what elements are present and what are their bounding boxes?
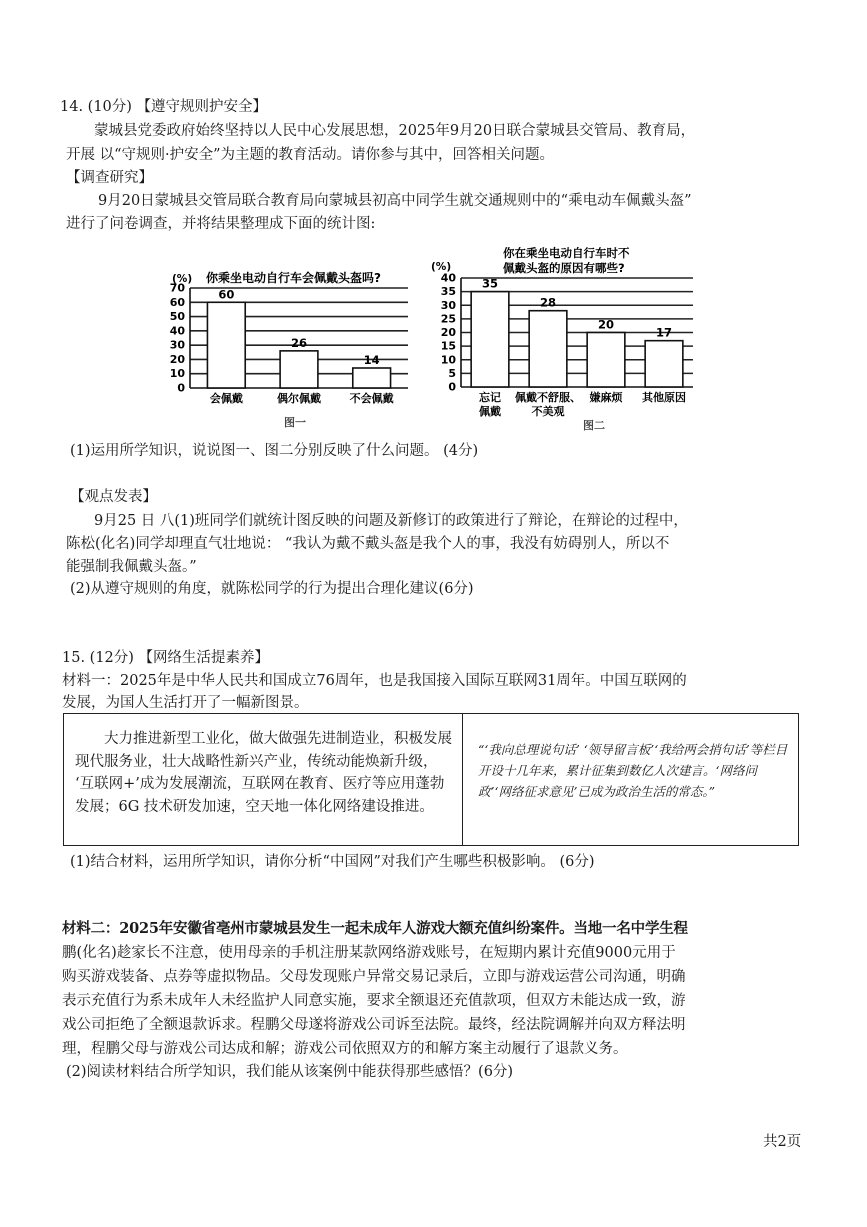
q15-material2-line4: 表示充值行为系未成年人未经监护人同意实施，要求全额退还充值款项，但双方未能达成一致，游: [62, 993, 686, 1009]
chart-figure-1: [160, 262, 420, 432]
bar: [207, 302, 245, 388]
q15-material2-line2: 鹏(化名)趁家长不注意，使用母亲的手机注册某款网络游戏账号，在短期内累计充值9000元用于: [62, 945, 676, 961]
category-label: 嫌麻烦: [589, 391, 623, 404]
q14-survey-line1: 9月20日蒙城县交管局联合教育局向蒙城县初高中同学生就交通规则中的“乘电动车佩戴头盔”: [98, 193, 692, 209]
category-label: 忘记: [479, 391, 501, 404]
bar-value-label: 35: [481, 276, 499, 291]
y-tick-label: 60: [169, 295, 185, 309]
bar-value-label: 14: [363, 353, 380, 367]
bar: [353, 368, 391, 388]
chart-caption: 图二: [583, 419, 605, 432]
q15-heading: 15. (12分) 【网络生活提素养】: [62, 650, 270, 666]
y-tick-label: 0: [177, 381, 185, 395]
bar: [280, 351, 318, 388]
category-label: 佩戴不舒服、: [515, 391, 581, 404]
bar: [587, 333, 625, 388]
y-axis-label: (%): [172, 273, 193, 285]
bar-value-label: 20: [597, 317, 615, 332]
q15-material2-line1: 材料二：2025年安徽省亳州市蒙城县发生一起未成年人游戏大额充值纠纷案件。当地一名中学生程: [62, 920, 688, 937]
chart-title-line1: 你在乘坐电动自行车时不: [503, 246, 630, 260]
category-label: 不会佩戴: [349, 392, 394, 405]
chart-figure-2: [425, 240, 710, 432]
y-tick-label: 5: [448, 366, 456, 380]
category-label: 其他原因: [642, 391, 686, 404]
q14-intro-line1: 蒙城县党委政府始终坚持以人民中心发展思想，2025年9月20日联合蒙城县交管局、教育局，: [94, 123, 696, 139]
y-tick-label: 30: [440, 298, 456, 312]
q14-opinion-line2: 陈松(化名)同学却理直气壮地说： “我认为戴不戴头盔是我个人的事，我没有妨碍别人，所以不: [66, 536, 670, 552]
chart-caption: 图一: [284, 416, 306, 429]
category-label: 会佩戴: [209, 392, 243, 405]
q15-question-1: (1)结合材料，运用所学知识，请你分析“中国网”对我们产生哪些积极影响。 (6分): [70, 854, 595, 870]
y-tick-label: 20: [440, 326, 456, 339]
bar: [645, 341, 683, 387]
category-label: 不美观: [531, 405, 565, 418]
y-tick-label: 0: [448, 380, 456, 394]
q14-question-2: (2)从遵守规则的角度，就陈松同学的行为提出合理化建议(6分): [70, 581, 474, 597]
y-tick-label: 25: [440, 312, 456, 326]
bar-value-label: 26: [290, 335, 308, 350]
q14-opinion-line3: 能强制我佩戴头盔。”: [66, 559, 197, 575]
chart-title-line2: 佩戴头盔的原因有哪些?: [503, 261, 625, 275]
q14-question-1: (1)运用所学知识，说说图一、图二分别反映了什么问题。 (4分): [70, 443, 479, 459]
q14-survey-heading: 【调查研究】: [66, 170, 153, 186]
y-axis-label: (%): [431, 261, 452, 273]
material1-right-cell: “‘我向总理说句话’ ‘领导留言板’‘我给两会捎句话’等栏目开设十几年来，累计征集到数亿人次建言。‘网络问政’‘网络征求意见’已成为政治生活的常态。”: [478, 742, 788, 799]
q14-intro-line2: 开展 以“守规则·护安全”为主题的教育活动。请你参与其中，回答相关问题。: [66, 147, 555, 163]
q15-material2-line5: 戏公司拒绝了全额退款诉求。程鹏父母遂将游戏公司诉至法院。最终，经法院调解并向双方释法明: [62, 1017, 686, 1033]
y-tick-label: 40: [440, 271, 456, 285]
y-tick-label: 10: [169, 367, 185, 381]
q14-survey-line2: 进行了问卷调查，并将结果整理成下面的统计图:: [66, 216, 376, 232]
y-tick-label: 35: [440, 285, 456, 299]
bar: [471, 292, 509, 387]
q14-opinion-line1: 9月25 日 八(1)班同学们就统计图反映的问题及新修订的政策进行了辩论，在辩论的过程中，: [94, 513, 688, 529]
bar-value-label: 17: [655, 325, 673, 340]
bar: [529, 311, 567, 387]
y-tick-label: 30: [169, 338, 185, 352]
q14-heading: 14. (10分) 【遵守规则护安全】: [60, 99, 268, 115]
q15-question-2: (2)阅读材料结合所学知识，我们能从该案例中能获得那些感悟？(6分): [66, 1064, 514, 1080]
y-tick-label: 70: [169, 281, 185, 295]
page-count: 共2页: [763, 1134, 802, 1150]
category-label: 佩戴: [479, 405, 501, 418]
bar-value-label: 28: [539, 295, 557, 310]
y-tick-label: 50: [169, 310, 185, 324]
y-tick-label: 40: [169, 324, 185, 338]
y-tick-label: 10: [440, 353, 456, 367]
q15-material2-line3: 购买游戏装备、点券等虚拟物品。父母发现账户异常交易记录后，立即与游戏运营公司沟通，明确: [62, 969, 686, 985]
material1-left-cell: 大力推进新型工业化，做大做强先进制造业，积极发展现代服务业，壮大战略性新兴产业，传统动能焕新升级， ‘互联网+’成为发展潮流，互联网在教育、医疗等应用蓬勃发展；6G 技术研发加速，空天地一体化网络建设推进。: [75, 731, 452, 815]
chart-title: 你乘坐电动自行车会佩戴头盔吗?: [206, 271, 381, 285]
q14-opinion-heading: 【观点发表】: [70, 489, 157, 505]
y-tick-label: 20: [169, 352, 185, 366]
q15-material1-line1: 材料一：2025年是中华人民共和国成立76周年，也是我国接入国际互联网31周年。中国互联网的: [62, 673, 687, 689]
y-tick-label: 15: [440, 339, 456, 353]
q15-material2-line6: 理，程鹏父母与游戏公司达成和解；游戏公司依照双方的和解方案主动履行了退款义务。: [62, 1041, 628, 1057]
bar-value-label: 60: [218, 287, 235, 302]
q15-material1-line2: 发展，为国人生活打开了一幅新图景。: [62, 695, 309, 711]
category-label: 偶尔佩戴: [277, 392, 321, 405]
